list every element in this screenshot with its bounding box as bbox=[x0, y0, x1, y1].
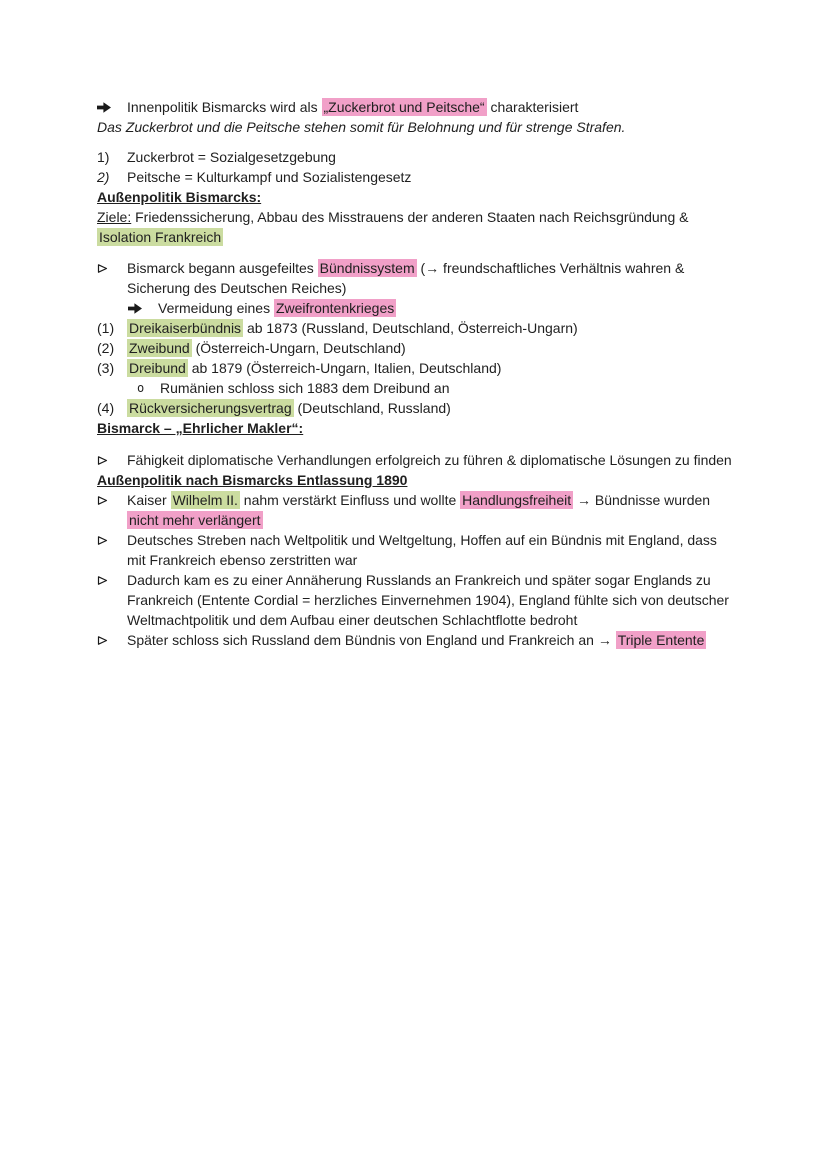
bullet-text: Deutsches Streben nach Weltpolitik und Weltgeltung, Hoffen auf ein Bündnis mit England, dass mit Frankreich ebenso zerstritten war bbox=[127, 532, 717, 568]
highlight-handlungsfreiheit: Handlungsfreiheit bbox=[462, 492, 572, 508]
bullet-text-pre: Vermeidung eines bbox=[158, 300, 274, 316]
highlight-isolation-frankreich: Isolation Frankreich bbox=[99, 229, 222, 245]
highlight-buendnissystem: Bündnissystem bbox=[319, 260, 415, 276]
chevron-bullet-icon bbox=[97, 450, 125, 470]
ziele-label: Ziele: bbox=[97, 209, 132, 225]
chevron-bullet-icon bbox=[97, 570, 125, 590]
list-number: 2) bbox=[97, 169, 110, 185]
chevron-bullet-icon bbox=[97, 530, 125, 550]
list-item-text: Peitsche = Kulturkampf und Sozialistengesetz bbox=[127, 169, 412, 185]
ziele-text: Friedenssicherung, Abbau des Misstrauens der anderen Staaten nach Reichsgründung & bbox=[131, 209, 689, 225]
chevron-bullet-icon bbox=[97, 630, 125, 650]
bullet-weltpolitik bbox=[97, 530, 739, 570]
intro-text-pre: Innenpolitik Bismarcks wird als bbox=[127, 99, 322, 115]
list-number: (1) bbox=[97, 320, 115, 336]
list-item-zweibund bbox=[97, 338, 739, 358]
highlight-zuckerbrot-peitsche: „Zuckerbrot und Peitsche“ bbox=[323, 99, 485, 115]
intro-arrow-item bbox=[97, 97, 739, 117]
sub-bullet-rumaenien bbox=[97, 378, 739, 398]
list-item-text: ab 1873 (Russland, Deutschland, Österreich-Ungarn) bbox=[243, 320, 578, 336]
intro-text-post: charakterisiert bbox=[486, 99, 579, 115]
bullet-annaeherung bbox=[97, 570, 739, 630]
list-item-text: (Österreich-Ungarn, Deutschland) bbox=[191, 340, 406, 356]
highlight-zweifrontenkrieges: Zweifrontenkrieges bbox=[275, 300, 395, 316]
bullet-text: Fähigkeit diplomatische Verhandlungen erfolgreich zu führen & diplomatische Lösungen zu finden bbox=[127, 452, 732, 468]
note-paragraph: Das Zuckerbrot und die Peitsche stehen somit für Belohnung und für strenge Strafen. bbox=[97, 119, 626, 135]
highlight-triple-entente: Triple Entente bbox=[617, 632, 705, 648]
highlight-dreikaiserbuendnis: Dreikaiserbündnis bbox=[129, 320, 242, 336]
heading-ehrlicher-makler: Bismarck – „Ehrlicher Makler“: bbox=[97, 420, 304, 436]
heading-aussenpolitik-bismarcks: Außenpolitik Bismarcks: bbox=[97, 189, 262, 205]
sub-bullet-zweifrontenkrieg bbox=[97, 298, 739, 318]
bullet-makler bbox=[97, 450, 739, 470]
list-number: (3) bbox=[97, 360, 115, 376]
bullet-text: Rumänien schloss sich 1883 dem Dreibund an bbox=[160, 380, 450, 396]
ziele-paragraph bbox=[97, 207, 739, 247]
heading-nach-entlassung: Außenpolitik nach Bismarcks Entlassung 1890 bbox=[97, 472, 408, 488]
bullet-text-mid: nahm verstärkt Einfluss und wollte bbox=[239, 492, 461, 508]
list-item-rueckversicherungsvertrag bbox=[97, 398, 739, 418]
list-item-zuckerbrot bbox=[97, 147, 739, 167]
bullet-text-post: (→ freundschaftliches Verhältnis wahren & Sicherung des Deutschen Reiches) bbox=[127, 260, 685, 296]
highlight-zweibund: Zweibund bbox=[129, 340, 190, 356]
bullet-triple-entente bbox=[97, 630, 739, 650]
chevron-bullet-icon bbox=[97, 490, 125, 510]
solid-arrow-icon bbox=[128, 298, 156, 318]
list-number: 1) bbox=[97, 149, 110, 165]
highlight-rueckversicherungsvertrag: Rückversicherungsvertrag bbox=[129, 400, 292, 416]
list-number: (2) bbox=[97, 340, 115, 356]
bullet-kaiser-wilhelm bbox=[97, 490, 739, 530]
list-item-dreikaiserbuendnis bbox=[97, 318, 739, 338]
document-content bbox=[97, 97, 739, 650]
list-item-text: ab 1879 (Österreich-Ungarn, Italien, Deutschland) bbox=[187, 360, 502, 376]
highlight-dreibund: Dreibund bbox=[129, 360, 186, 376]
bullet-text-pre: Bismarck begann ausgefeiltes bbox=[127, 260, 318, 276]
bullet-text-mid2: → Bündnisse wurden bbox=[573, 492, 711, 508]
highlight-nicht-mehr-verlaengert: nicht mehr verlängert bbox=[129, 512, 261, 528]
bullet-buendnissystem bbox=[97, 258, 739, 298]
list-item-text: (Deutschland, Russland) bbox=[293, 400, 451, 416]
bullet-text-pre: Später schloss sich Russland dem Bündnis von England und Frankreich an → bbox=[127, 632, 616, 648]
highlight-wilhelm-ii: Wilhelm II. bbox=[172, 492, 238, 508]
list-item-text: Zuckerbrot = Sozialgesetzgebung bbox=[127, 149, 336, 165]
solid-arrow-icon bbox=[97, 97, 125, 117]
bullet-text: Dadurch kam es zu einer Annäherung Russlands an Frankreich und später sogar Englands zu Frankreich (Entente Cordial = herzliches Einvernehmen 1904), England fühlte sich von deutscher Weltmachtpolitik und dem Aufbau einer deutschen Schlachtflotte bedroht bbox=[127, 572, 729, 628]
list-number: (4) bbox=[97, 400, 115, 416]
circle-bullet-icon: o bbox=[137, 381, 145, 395]
chevron-bullet-icon bbox=[97, 258, 125, 278]
list-item-peitsche bbox=[97, 167, 739, 187]
list-item-dreibund bbox=[97, 358, 739, 378]
bullet-text-pre: Kaiser bbox=[127, 492, 171, 508]
